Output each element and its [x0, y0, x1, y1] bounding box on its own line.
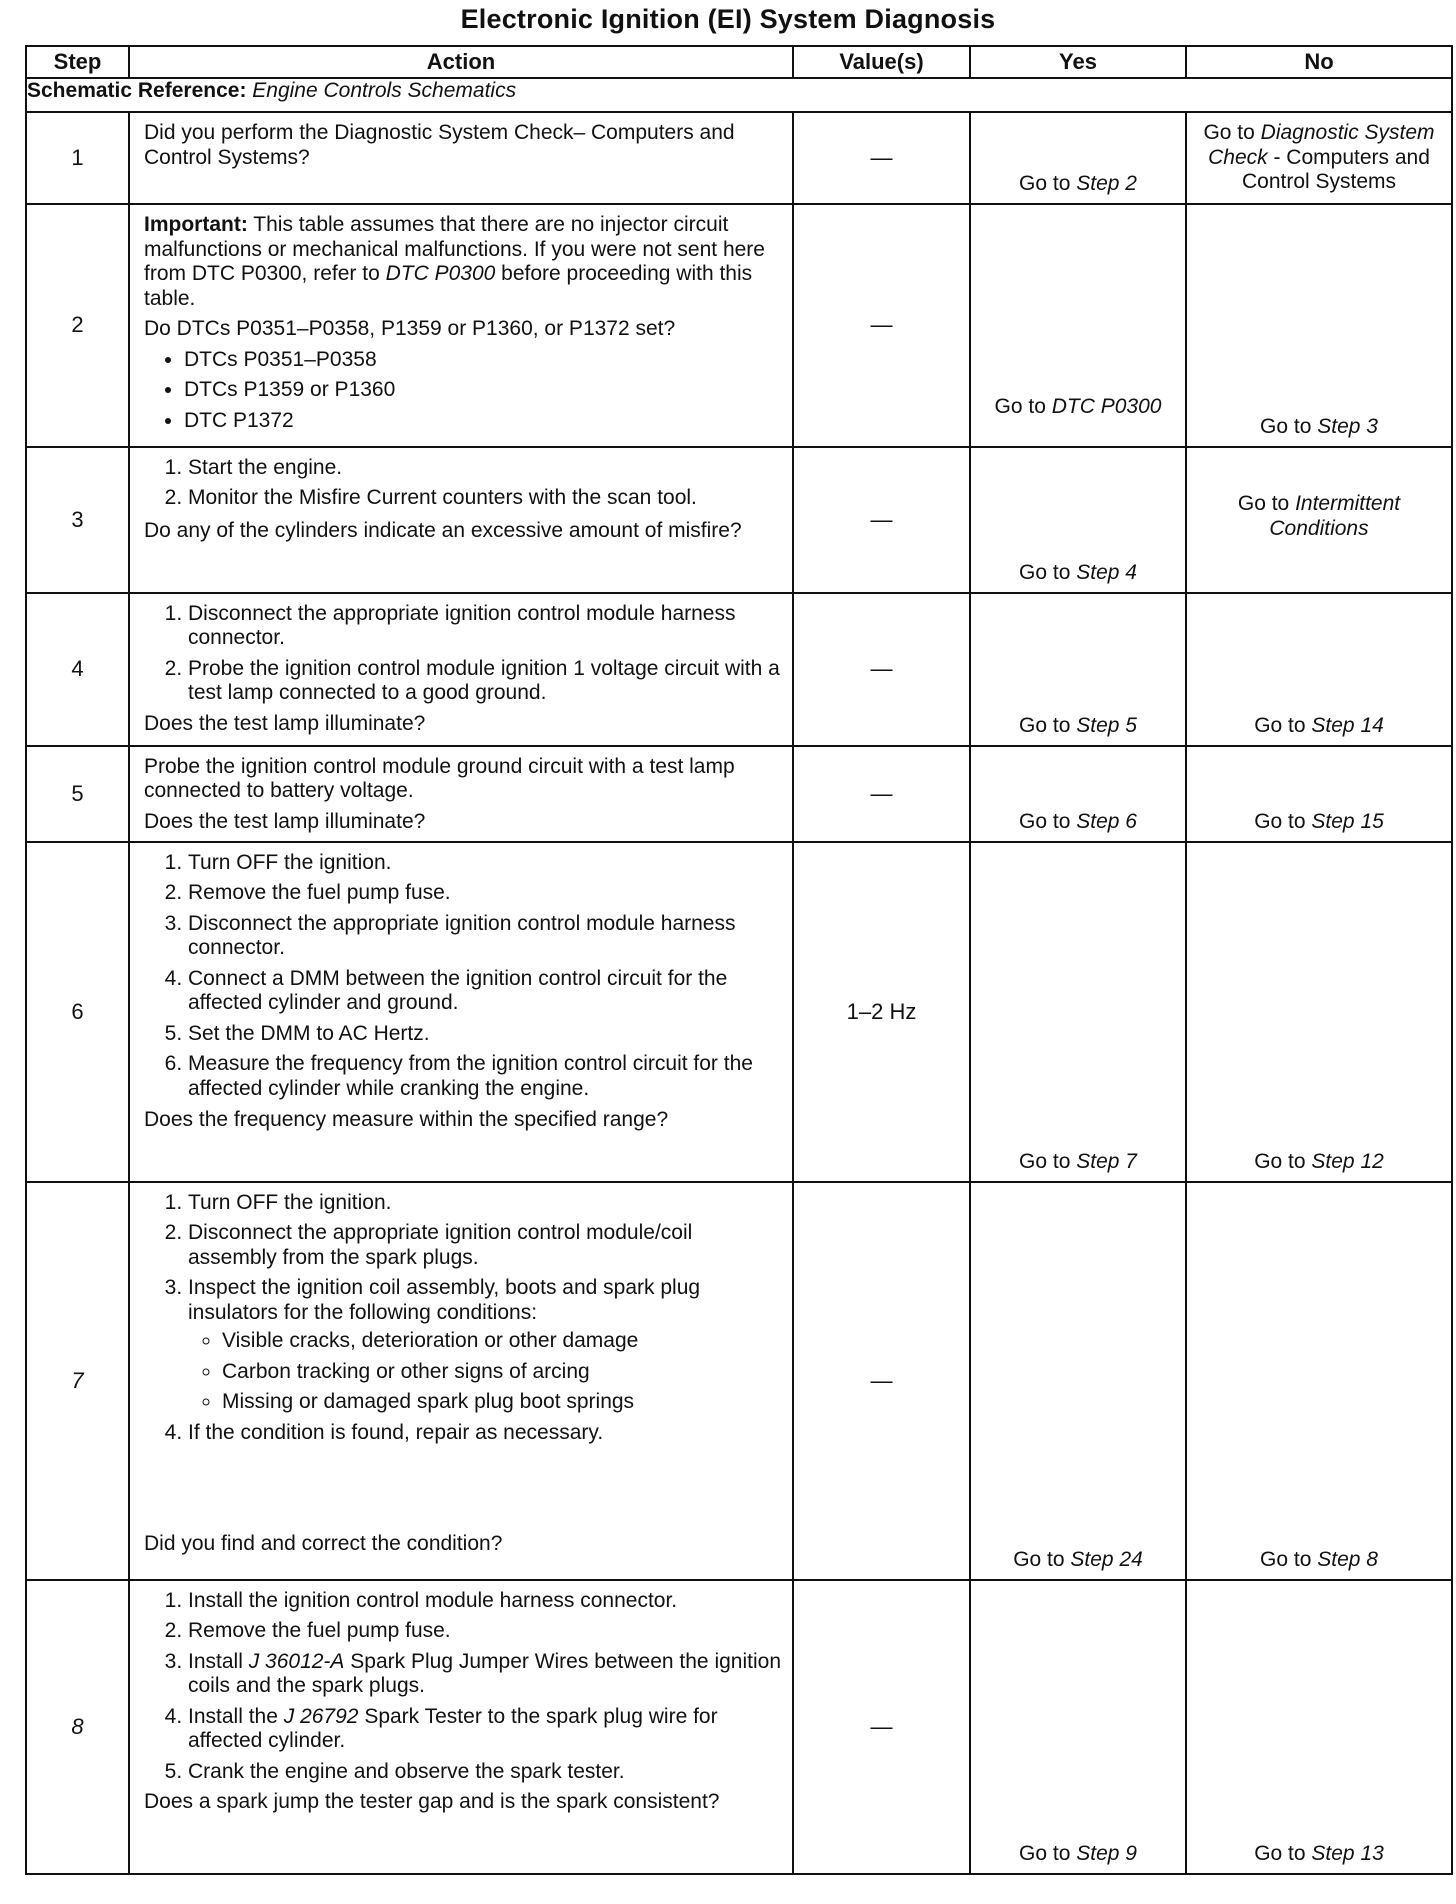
- document-title: Electronic Ignition (EI) System Diagnosis: [460, 4, 996, 34]
- list-item: 3. Disconnect the appropriate ignition control module harness connector.: [188, 912, 782, 961]
- no-cell: [1186, 746, 1452, 842]
- header-action: Action: [129, 46, 793, 78]
- action-cell: [129, 112, 793, 204]
- goto-prefix: Go to: [1019, 713, 1071, 737]
- action-question: Does a spark jump the tester gap and is the spark consistent?: [144, 1790, 720, 1814]
- yes-target: Step 7: [1076, 1149, 1137, 1173]
- action-question: Do any of the cylinders indicate an excessive amount of misfire?: [144, 518, 742, 542]
- value-cell: —: [793, 204, 970, 447]
- list-item: 1. Turn OFF the ignition.: [188, 851, 782, 876]
- header-yes: Yes: [970, 46, 1186, 78]
- step-number: 3: [26, 447, 129, 593]
- list-item: [188, 1650, 782, 1699]
- action-text: Probe the ignition control module ground circuit with a test lamp connected to battery voltage.: [144, 754, 735, 803]
- value-cell: 1–2 Hz: [793, 842, 970, 1182]
- yes-cell: [970, 746, 1186, 842]
- tool-ref: J 36012-A: [248, 1649, 345, 1673]
- yes-target: Step 24: [1070, 1547, 1143, 1571]
- action-cell: [129, 1182, 793, 1580]
- yes-cell: [970, 1580, 1186, 1874]
- list-item-text: Install the: [188, 1704, 278, 1728]
- header-values: Value(s): [793, 46, 970, 78]
- list-item: ◦ Missing or damaged spark plug boot springs: [222, 1390, 782, 1415]
- table-row: [26, 1182, 1452, 1580]
- condition-list: [188, 1329, 782, 1415]
- yes-cell: [970, 204, 1186, 447]
- goto-prefix: Go to: [994, 394, 1046, 418]
- action-steps: [144, 602, 782, 706]
- schematic-value: Engine Controls Schematics: [252, 79, 517, 102]
- list-item: 2. Remove the fuel pump fuse.: [188, 1619, 782, 1644]
- table-row: [26, 593, 1452, 746]
- important-ref: DTC P0300: [385, 262, 496, 286]
- important-label: Important:: [144, 213, 248, 236]
- action-cell: [129, 842, 793, 1182]
- goto-prefix: Go to: [1260, 1547, 1312, 1571]
- tool-ref: J 26792: [283, 1704, 359, 1728]
- no-target: Step 14: [1311, 713, 1384, 737]
- important-text-end: before proceeding with this table.: [144, 262, 753, 310]
- spacer: [144, 1452, 782, 1532]
- yes-cell: [970, 1182, 1186, 1580]
- no-target: Step 13: [1311, 1841, 1384, 1865]
- value-cell: —: [793, 112, 970, 204]
- yes-cell: [970, 447, 1186, 593]
- action-cell: [129, 1580, 793, 1874]
- yes-target: Step 9: [1076, 1841, 1137, 1865]
- goto-prefix: Go to: [1237, 491, 1290, 515]
- list-item: • DTCs P0351–P0358: [184, 348, 782, 373]
- action-steps: [144, 1191, 782, 1446]
- list-item: 1. Turn OFF the ignition.: [188, 1191, 782, 1216]
- yes-cell: [970, 593, 1186, 746]
- list-item-text: Inspect the ignition coil assembly, boots and spark plug insulators for the following conditions:: [188, 1276, 701, 1324]
- no-cell: [1186, 204, 1452, 447]
- value-cell: —: [793, 1580, 970, 1874]
- action-steps: [144, 456, 782, 511]
- table-row: [26, 112, 1452, 204]
- action-cell: [129, 447, 793, 593]
- list-item: 2. Disconnect the appropriate ignition control module/coil assembly from the spark plugs.: [188, 1221, 782, 1270]
- action-question: Do DTCs P0351–P0358, P1359 or P1360, or P1372 set?: [144, 317, 676, 341]
- yes-target: Step 5: [1076, 713, 1137, 737]
- no-target: Step 15: [1311, 809, 1384, 833]
- header-no: No: [1186, 46, 1452, 78]
- schematic-reference-row: [26, 78, 1452, 112]
- yes-target: Step 4: [1076, 560, 1137, 584]
- goto-prefix: Go to: [1019, 809, 1071, 833]
- no-target: Step 12: [1311, 1149, 1384, 1173]
- table-row: [26, 746, 1452, 842]
- step-number: 4: [26, 593, 129, 746]
- no-target-rest: - Computers and Control Systems: [1241, 145, 1430, 194]
- list-item: ◦ Carbon tracking or other signs of arcing: [222, 1360, 782, 1385]
- goto-prefix: Go to: [1013, 1547, 1065, 1571]
- list-item: 5. Set the DMM to AC Hertz.: [188, 1022, 782, 1047]
- goto-prefix: Go to: [1019, 1841, 1071, 1865]
- list-item: [188, 1276, 782, 1415]
- step-number: 6: [26, 842, 129, 1182]
- list-item: 4. Connect a DMM between the ignition control circuit for the affected cylinder and ground.: [188, 967, 782, 1016]
- no-target: Intermittent Conditions: [1269, 491, 1401, 540]
- action-steps: [144, 851, 782, 1102]
- list-item: 1. Start the engine.: [188, 456, 782, 481]
- list-item: [188, 1705, 782, 1754]
- value-cell: —: [793, 1182, 970, 1580]
- header-step: Step: [26, 46, 129, 78]
- value-cell: —: [793, 746, 970, 842]
- action-question: Did you perform the Diagnostic System Check– Computers and Control Systems?: [144, 121, 735, 169]
- action-cell: [129, 593, 793, 746]
- table-row: [26, 447, 1452, 593]
- value-cell: —: [793, 593, 970, 746]
- schematic-reference: [26, 78, 1452, 112]
- list-item: 4. If the condition is found, repair as necessary.: [188, 1421, 782, 1446]
- action-steps: [144, 1589, 782, 1785]
- action-question: Does the frequency measure within the specified range?: [144, 1107, 669, 1131]
- list-item: • DTCs P1359 or P1360: [184, 378, 782, 403]
- table-row: [26, 842, 1452, 1182]
- action-cell: [129, 204, 793, 447]
- yes-target: Step 2: [1076, 172, 1137, 196]
- value-cell: —: [793, 447, 970, 593]
- action-question: Does the test lamp illuminate?: [144, 711, 426, 735]
- no-cell: [1186, 842, 1452, 1182]
- important-text: This table assumes that there are no injector circuit malfunctions or mechanical malfunctions. If you were not sent here from DTC P0300, refer to: [144, 213, 765, 286]
- list-item: 1. Disconnect the appropriate ignition control module harness connector.: [188, 602, 782, 651]
- action-question: Does the test lamp illuminate?: [144, 809, 426, 833]
- list-item-text: Spark Plug Jumper Wires between the ignition coils and the spark plugs.: [188, 1649, 781, 1698]
- goto-prefix: Go to: [1019, 172, 1071, 196]
- goto-prefix: Go to: [1019, 560, 1071, 584]
- list-item: 2. Monitor the Misfire Current counters with the scan tool.: [188, 486, 782, 511]
- goto-prefix: Go to: [1260, 414, 1312, 438]
- no-target: Diagnostic System Check: [1208, 121, 1435, 169]
- goto-prefix: Go to: [1203, 121, 1255, 144]
- action-cell: [129, 746, 793, 842]
- list-item: ◦ Visible cracks, deterioration or other damage: [222, 1329, 782, 1354]
- yes-target: DTC P0300: [1051, 394, 1162, 418]
- no-cell: [1186, 112, 1452, 204]
- no-cell: [1186, 593, 1452, 746]
- step-number: 2: [26, 204, 129, 447]
- no-target: Step 3: [1317, 414, 1378, 438]
- no-target: Step 8: [1317, 1547, 1378, 1571]
- list-item: • DTC P1372: [184, 409, 782, 434]
- list-item-text: Spark Tester to the spark plug wire for affected cylinder.: [188, 1704, 718, 1753]
- list-item-text: Install: [188, 1649, 243, 1673]
- schematic-label: Schematic Reference:: [27, 79, 247, 102]
- goto-prefix: Go to: [1254, 1841, 1306, 1865]
- action-question: Did you find and correct the condition?: [144, 1531, 503, 1555]
- goto-prefix: Go to: [1254, 809, 1306, 833]
- list-item: 6. Measure the frequency from the ignition control circuit for the affected cylinder while cranking the engine.: [188, 1052, 782, 1101]
- goto-prefix: Go to: [1254, 1149, 1306, 1173]
- step-number: 8: [26, 1580, 129, 1874]
- step-number: 1: [26, 112, 129, 204]
- list-item: 1. Install the ignition control module harness connector.: [188, 1589, 782, 1614]
- table-row: [26, 204, 1452, 447]
- no-cell: [1186, 1182, 1452, 1580]
- no-cell: [1186, 447, 1452, 593]
- diagnosis-table: [25, 45, 1453, 1875]
- yes-cell: [970, 842, 1186, 1182]
- step-number: 5: [26, 746, 129, 842]
- important-note: [144, 213, 782, 311]
- yes-cell: [970, 112, 1186, 204]
- goto-prefix: Go to: [1254, 713, 1306, 737]
- dtc-list: [144, 348, 782, 434]
- list-item: 2. Probe the ignition control module ignition 1 voltage circuit with a test lamp connected to a good ground.: [188, 657, 782, 706]
- list-item: 5. Crank the engine and observe the spark tester.: [188, 1760, 782, 1785]
- step-number: 7: [26, 1182, 129, 1580]
- list-item: 2. Remove the fuel pump fuse.: [188, 881, 782, 906]
- table-row: [26, 1580, 1452, 1874]
- yes-target: Step 6: [1076, 809, 1137, 833]
- no-cell: [1186, 1580, 1452, 1874]
- goto-prefix: Go to: [1019, 1149, 1071, 1173]
- header-row: [26, 46, 1452, 78]
